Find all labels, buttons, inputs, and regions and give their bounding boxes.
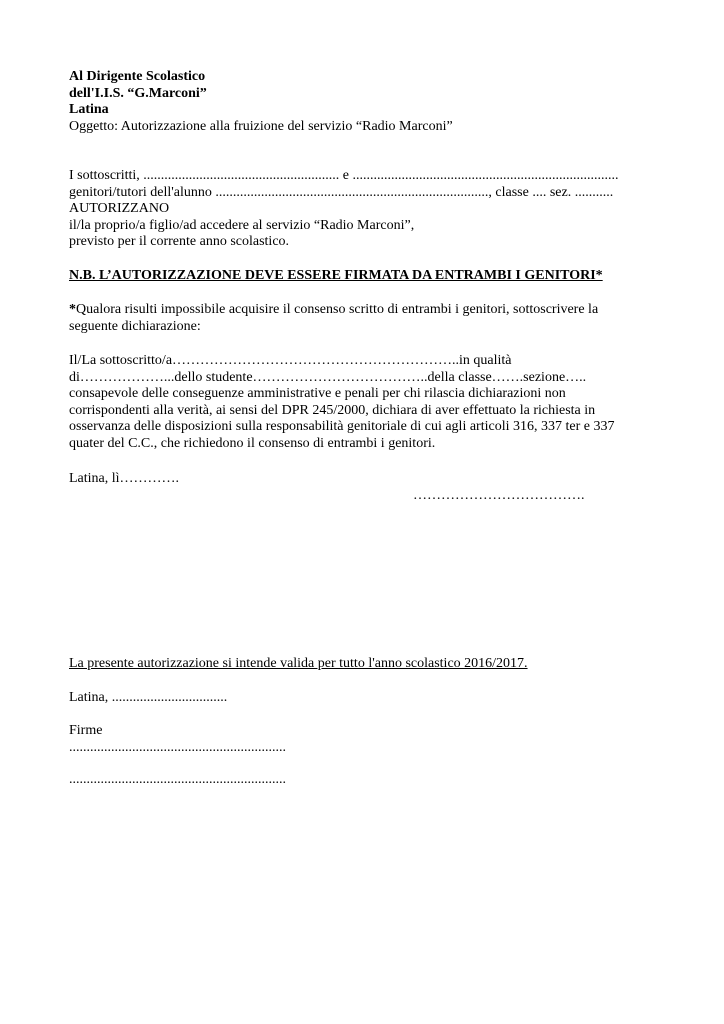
authorization-year-line: previsto per il corrente anno scolastico. xyxy=(69,234,290,249)
declaration-line-2: di………………...dello studente………………………………..della classe…….sezione….. xyxy=(69,369,587,385)
authorization-block xyxy=(69,168,659,251)
declaration-line-6: quater del C.C., che richiedono il consenso di entrambi i genitori. xyxy=(69,435,436,451)
signature-dots-1: .............................................................. xyxy=(69,739,286,755)
subject-line: Oggetto: Autorizzazione alla fruizione del servizio “Radio Marconi” xyxy=(69,118,453,134)
declaration-line-5: osservanza delle disposizioni sulla responsabilità genitoriale di cui agli articoli 316, 337 ter e 337 xyxy=(69,419,615,434)
note-block xyxy=(69,268,659,285)
signature-dots-2: .............................................................. xyxy=(69,772,286,787)
note-heading: N.B. L’AUTORIZZAZIONE DEVE ESSERE FIRMATA DA ENTRAMBI I GENITORI* xyxy=(69,268,603,283)
place-date-1: Latina, lì…………. xyxy=(69,471,180,486)
declaration-line-3: consapevole delle conseguenze amministrative e penali per chi rilascia dichiarazioni non xyxy=(69,386,566,401)
recipient-block xyxy=(69,69,659,135)
place-date-block-1 xyxy=(69,471,659,504)
authorization-student-line: genitori/tutori dell'alunno .............................................................................., classe .... sez. ........... xyxy=(69,184,614,200)
authorization-service-line: il/la proprio/a figlio/ad accedere al servizio “Radio Marconi”, xyxy=(69,217,415,233)
recipient-school: dell'I.I.S. “G.Marconi” xyxy=(69,85,207,101)
place-date-2: Latina, ................................. xyxy=(69,690,228,705)
signature-line-1: ………………………………. xyxy=(413,487,585,503)
signatures-block xyxy=(69,723,659,789)
footnote-line-2: seguente dichiarazione: xyxy=(69,318,201,334)
signatures-label: Firme xyxy=(69,723,103,738)
footnote-block xyxy=(69,302,659,335)
declaration-line-1: Il/La sottoscritto/a……………………………………………………..in qualità xyxy=(69,353,512,368)
footnote-line-1 xyxy=(69,302,659,319)
validity-block xyxy=(69,656,659,673)
recipient-city: Latina xyxy=(69,102,109,117)
authorization-verb: AUTORIZZANO xyxy=(69,201,170,216)
declaration-block xyxy=(69,353,659,452)
footnote-text: Qualora risulti impossibile acquisire il consenso scritto di entrambi i genitori, sottoscrivere la xyxy=(76,302,599,317)
recipient-title: Al Dirigente Scolastico xyxy=(69,69,206,84)
authorization-parents-line: I sottoscritti, ........................................................ e ............................................................................ xyxy=(69,168,619,183)
footnote-star: * xyxy=(69,302,76,317)
place-date-block-2 xyxy=(69,690,659,707)
declaration-line-4: corrispondenti alla verità, ai sensi del DPR 245/2000, dichiara di aver effettuato la richiesta in xyxy=(69,402,596,418)
validity-statement: La presente autorizzazione si intende valida per tutto l'anno scolastico 2016/2017. xyxy=(69,656,528,671)
